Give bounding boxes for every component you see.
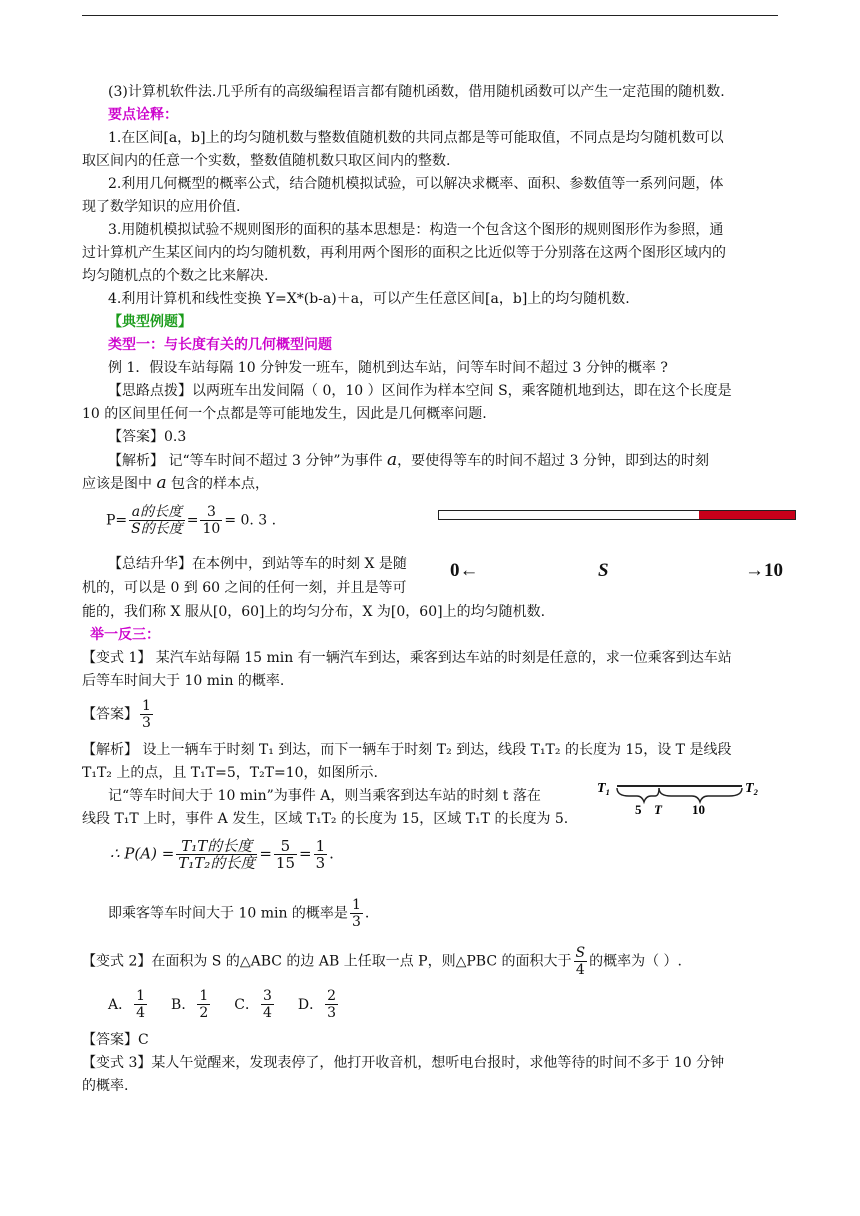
header-rule (82, 15, 778, 16)
option-d: D． $\frac{2}{3}$ (297, 988, 337, 1021)
variant1-conclusion: 即乘客等车时间大于 10 min 的概率是 $\frac{1}{3}$ . (108, 897, 370, 930)
point1-line1: 1.在区间[a，b]上的均匀随机数与整数值随机数的共同点都是等可能取值，不同点是均匀随机数可以 (108, 130, 724, 146)
fig-label-t: T (654, 802, 662, 816)
variant1-analysis-line4: 线段 T₁T 上时，事件 A 发生，区域 T₁T₂ 的长度为 15，区域 T₁T 的长度为 5. (82, 811, 569, 827)
variant3-question-line1: 【变式 3】某人午觉醒来，发现表停了，他打开收音机，想听电台报时，求他等待的时间不多于 10 分钟 (82, 1055, 725, 1071)
fig-label-5: 5 (635, 802, 642, 816)
variant1-question-line1: 【变式 1】 某汽车站每隔 15 min 有一辆汽车到达，乘客到达车站的时刻是任意的，求一位乘客到达车站 (82, 650, 732, 666)
example1-answer: 【答案】0.3 (108, 429, 187, 445)
type1-title: 类型一：与长度有关的几何概型问题 (108, 337, 332, 353)
variant1-analysis-line2: T₁T₂ 上的点，且 T₁T=5，T₂T=10，如图所示. (82, 765, 379, 781)
variant3-question-line2: 的概率. (82, 1078, 129, 1094)
example1-summary-line1: 【总结升华】在本例中，到站等车的时刻 X 是随 (108, 556, 407, 572)
axis-label-s: S (598, 560, 609, 581)
fraction-length-ratio: $\frac{\text{a的长度}}{\text{S的长度}}$ (131, 504, 183, 537)
example1-analysis-line2: 应该是图中 a 包含的样本点， (82, 473, 270, 493)
key-points-title: 要点诠释： (108, 107, 178, 123)
event-a-segment (699, 511, 795, 519)
example1-hint-line2: 10 的区间里任何一个点都是等可能地发生，因此是几何概率问题. (82, 406, 487, 422)
example1-question: 例 1．假设车站每隔 10 分钟发一班车，随机到达车站，问等车时间不超过 3 分钟的概率 ? (108, 360, 668, 376)
example1-analysis-line1: 【解析】 记“等车时间不超过 3 分钟”为事件 a，要使得等车的时间不超过 3 分钟，即到达的时刻 (108, 450, 709, 470)
point1-line2: 取区间内的任意一个实数，整数值随机数只取区间内的整数. (82, 153, 451, 169)
point4-text: 4.利用计算机和线性变换 Y=X*(b-a)＋a，可以产生任意区间[a，b]上的均匀随机数. (108, 291, 630, 307)
example1-hint-line1: 【思路点拨】以两班车出发间隔（ 0，10 ）区间作为样本空间 S，乘客随机地到达，即在这个长度是 (108, 383, 732, 399)
variant2-options (108, 988, 808, 1021)
software-method-text: (3)计算机软件法.几乎所有的高级编程语言都有随机函数，借用随机函数可以产生一定范围的随机数. (108, 84, 725, 100)
variant2-question: 【变式 2】在面积为 S 的△ABC 的边 AB 上任取一点 P，则△PBC 的面积大于 $\frac{S}{4}$ 的概率为（ ）. (82, 945, 682, 978)
segment-t1-t2-figure (597, 776, 767, 816)
point2-line2: 现了数学知识的应用价值. (82, 199, 241, 215)
variant1-question-line2: 后等车时间大于 10 min 的概率. (82, 673, 285, 689)
variant1-analysis-line1: 【解析】 设上一辆车于时刻 T₁ 到达，而下一辆车于时刻 T₂ 到达，线段 T₁T₂ 的长度为 15，设 T 是线段 (82, 742, 732, 758)
point3-line2: 过计算机产生某区间内的均匀随机数，再利用两个图形的面积之比近似等于分别落在这两个图形区域内的 (82, 245, 726, 261)
example1-formula: P= $\frac{\text{a的长度}}{\text{S的长度}}$ = $\frac{3}{10}$ = 0. 3 . (106, 504, 277, 537)
variant1-probability-formula: ∴ P(A) = $\frac{\text{T₁T的长度}}{\text{T₁T₂的长度}}$ = $\frac{5}{15}$ = $\frac{1}{3}$ . (110, 837, 334, 872)
fig-label-t1: T₁ (597, 781, 611, 796)
point2-line1: 2.利用几何概型的概率公式，结合随机模拟试验，可以解决求概率、面积、参数值等一系列问题，体 (108, 176, 724, 192)
practice-title: 举一反三： (90, 627, 160, 643)
fig-label-t2: T₂ (745, 781, 759, 796)
point3-line1: 3.用随机模拟试验不规则图形的面积的基本思想是：构造一个包含这个图形的规则图形作为参照，通 (108, 222, 724, 238)
example1-summary-line3: 能的，我们称 X 服从[0，60]上的均匀分布，X 为[0，60]上的均匀随机数. (82, 604, 546, 620)
fig-label-10: 10 (692, 802, 705, 816)
axis-label-ten: →10 (745, 560, 783, 581)
time-interval-bar (438, 510, 796, 520)
axis-label-zero: 0← (450, 560, 479, 581)
option-a: A． $\frac{1}{4}$ (108, 988, 146, 1021)
option-c: C． $\frac{3}{4}$ (234, 988, 272, 1021)
fraction-3-10: $\frac{3}{10}$ (202, 504, 221, 537)
variant2-answer: 【答案】C (82, 1032, 149, 1048)
example1-summary-line2: 机的，可以是 0 到 60 之间的任何一刻，并且是等可 (82, 580, 407, 596)
option-b: B． $\frac{1}{2}$ (171, 988, 209, 1021)
typical-examples-heading: 【典型例题】 (108, 314, 192, 330)
point3-line3: 均匀随机点的个数之比来解决. (82, 268, 269, 284)
variant1-analysis-line3: 记“等车时间大于 10 min”为事件 A，则当乘客到达车站的时刻 t 落在 (108, 788, 541, 804)
variant1-answer: 【答案】 $\frac{1}{3}$ (82, 698, 151, 731)
